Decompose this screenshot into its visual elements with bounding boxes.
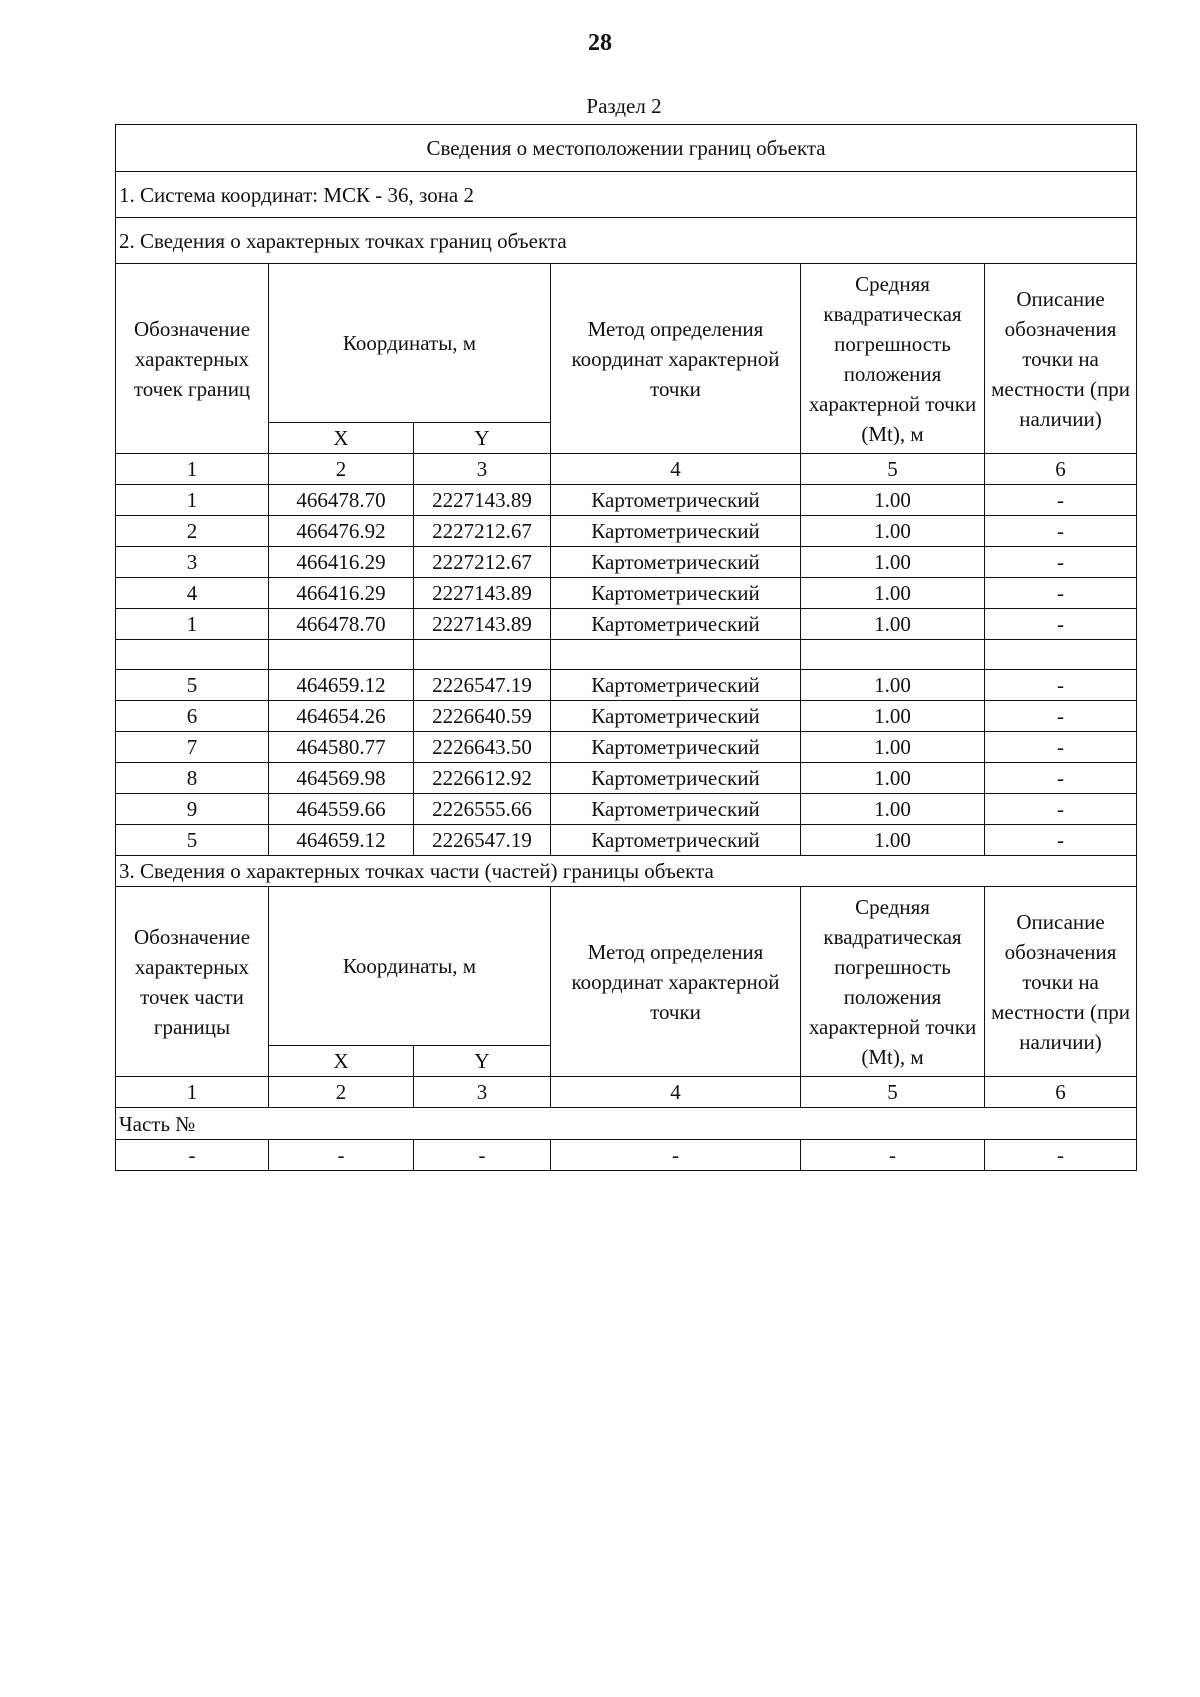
part-cell: -: [269, 1140, 414, 1171]
empty-cell: [116, 640, 269, 670]
table-row: [116, 516, 1137, 547]
col-header-y: Y: [414, 423, 551, 454]
col-number: 1: [116, 454, 269, 485]
part-cell: -: [116, 1140, 269, 1171]
point-method: Картометрический: [551, 825, 801, 856]
point-method: Картометрический: [551, 609, 801, 640]
parts-col-header-error: Средняя квадратическая погрешность положения характерной точки (Mt), м: [801, 887, 985, 1077]
point-y: 2227143.89: [414, 609, 551, 640]
point-y: 2226643.50: [414, 732, 551, 763]
point-x: 464569.98: [269, 763, 414, 794]
point-desc: -: [985, 794, 1137, 825]
point-mt: 1.00: [801, 701, 985, 732]
point-method: Картометрический: [551, 578, 801, 609]
empty-cell: [551, 640, 801, 670]
parts-col-header-coords: Координаты, м: [269, 887, 551, 1046]
empty-cell: [985, 640, 1137, 670]
point-desc: -: [985, 732, 1137, 763]
table-row: [116, 794, 1137, 825]
part-cell: -: [414, 1140, 551, 1171]
point-method: Картометрический: [551, 794, 801, 825]
point-mt: 1.00: [801, 516, 985, 547]
point-x: 464654.26: [269, 701, 414, 732]
point-desc: -: [985, 578, 1137, 609]
point-y: 2226640.59: [414, 701, 551, 732]
part-cell: -: [985, 1140, 1137, 1171]
point-method: Картометрический: [551, 516, 801, 547]
table-row: [116, 701, 1137, 732]
point-method: Картометрический: [551, 485, 801, 516]
point-number: 3: [116, 547, 269, 578]
col-number: 4: [551, 1077, 801, 1108]
point-mt: 1.00: [801, 794, 985, 825]
col-numbers-row: [116, 454, 1137, 485]
point-x: 464559.66: [269, 794, 414, 825]
point-mt: 1.00: [801, 732, 985, 763]
point-number: 4: [116, 578, 269, 609]
parts-col-header-y: Y: [414, 1046, 551, 1077]
col-number: 2: [269, 1077, 414, 1108]
point-x: 464659.12: [269, 670, 414, 701]
table-row: [116, 578, 1137, 609]
col-header-coords: Координаты, м: [269, 264, 551, 423]
point-number: 5: [116, 670, 269, 701]
point-number: 1: [116, 485, 269, 516]
col-header-designation: Обозначение характерных точек границ: [116, 264, 269, 454]
coord-system-row: 1. Система координат: МСК - 36, зона 2: [116, 172, 1137, 218]
point-method: Картометрический: [551, 763, 801, 794]
empty-cell: [801, 640, 985, 670]
col-header-x: X: [269, 423, 414, 454]
point-mt: 1.00: [801, 485, 985, 516]
part-cell: -: [551, 1140, 801, 1171]
boundary-table: [115, 124, 1137, 1171]
point-desc: -: [985, 547, 1137, 578]
col-number: 5: [801, 454, 985, 485]
point-number: 9: [116, 794, 269, 825]
table-row: [116, 825, 1137, 856]
point-y: 2227212.67: [414, 516, 551, 547]
table-title: Сведения о местоположении границ объекта: [116, 125, 1137, 172]
point-x: 466416.29: [269, 547, 414, 578]
table-row: [116, 485, 1137, 516]
point-y: 2226555.66: [414, 794, 551, 825]
point-number: 2: [116, 516, 269, 547]
point-method: Картометрический: [551, 547, 801, 578]
point-method: Картометрический: [551, 670, 801, 701]
part-label: Часть №: [116, 1108, 1137, 1140]
point-number: 1: [116, 609, 269, 640]
parts-col-header-method: Метод определения координат характерной точки: [551, 887, 801, 1077]
point-method: Картометрический: [551, 701, 801, 732]
point-y: 2227143.89: [414, 578, 551, 609]
point-number: 6: [116, 701, 269, 732]
parts-section-header: 3. Сведения о характерных точках части (частей) границы объекта: [116, 856, 1137, 887]
parts-col-header-description: Описание обозначения точки на местности (при наличии): [985, 887, 1137, 1077]
point-number: 5: [116, 825, 269, 856]
point-mt: 1.00: [801, 670, 985, 701]
point-mt: 1.00: [801, 763, 985, 794]
col-number: 2: [269, 454, 414, 485]
point-desc: -: [985, 670, 1137, 701]
point-mt: 1.00: [801, 609, 985, 640]
points-section-header: 2. Сведения о характерных точках границ объекта: [116, 218, 1137, 264]
col-header-method: Метод определения координат характерной точки: [551, 264, 801, 454]
part-cell: -: [801, 1140, 985, 1171]
point-x: 464659.12: [269, 825, 414, 856]
parts-col-header-x: X: [269, 1046, 414, 1077]
point-y: 2226547.19: [414, 825, 551, 856]
point-x: 464580.77: [269, 732, 414, 763]
section-label: Раздел 2: [586, 94, 662, 118]
empty-cell: [414, 640, 551, 670]
point-desc: -: [985, 485, 1137, 516]
point-method: Картометрический: [551, 732, 801, 763]
parts-col-numbers-row: [116, 1077, 1137, 1108]
point-number: 8: [116, 763, 269, 794]
table-row: [116, 763, 1137, 794]
empty-row: [116, 640, 1137, 670]
point-desc: -: [985, 701, 1137, 732]
col-number: 1: [116, 1077, 269, 1108]
page-number: 28: [588, 30, 612, 56]
table-row: [116, 732, 1137, 763]
parts-col-header-designation: Обозначение характерных точек части границы: [116, 887, 269, 1077]
point-number: 7: [116, 732, 269, 763]
point-desc: -: [985, 763, 1137, 794]
col-number: 6: [985, 454, 1137, 485]
col-number: 6: [985, 1077, 1137, 1108]
col-number: 3: [414, 454, 551, 485]
empty-cell: [269, 640, 414, 670]
col-number: 4: [551, 454, 801, 485]
point-desc: -: [985, 609, 1137, 640]
point-y: 2227212.67: [414, 547, 551, 578]
point-mt: 1.00: [801, 547, 985, 578]
point-x: 466476.92: [269, 516, 414, 547]
point-x: 466478.70: [269, 485, 414, 516]
col-header-error: Средняя квадратическая погрешность положения характерной точки (Mt), м: [801, 264, 985, 454]
point-y: 2227143.89: [414, 485, 551, 516]
point-desc: -: [985, 516, 1137, 547]
point-x: 466416.29: [269, 578, 414, 609]
table-row: [116, 609, 1137, 640]
col-header-description: Описание обозначения точки на местности (при наличии): [985, 264, 1137, 454]
table-row: [116, 547, 1137, 578]
table-row: [116, 670, 1137, 701]
point-mt: 1.00: [801, 578, 985, 609]
point-desc: -: [985, 825, 1137, 856]
col-number: 3: [414, 1077, 551, 1108]
point-y: 2226547.19: [414, 670, 551, 701]
col-number: 5: [801, 1077, 985, 1108]
point-mt: 1.00: [801, 825, 985, 856]
point-y: 2226612.92: [414, 763, 551, 794]
part-row: [116, 1140, 1137, 1171]
point-x: 466478.70: [269, 609, 414, 640]
